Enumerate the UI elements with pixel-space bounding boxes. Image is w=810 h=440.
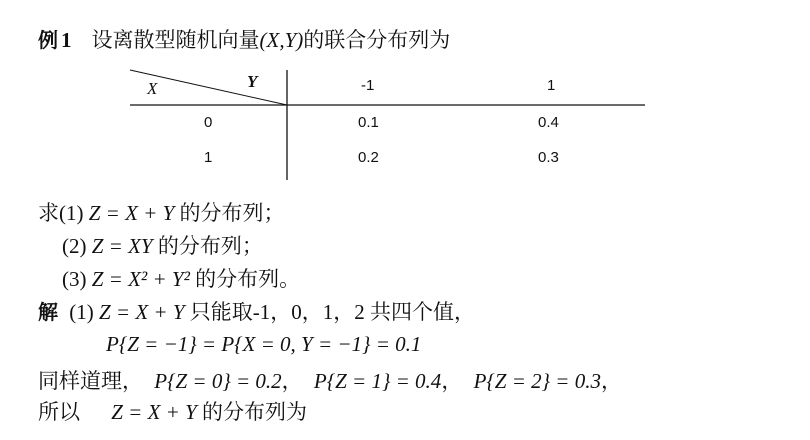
solution-line-3: 同样道理， P{Z = 0} = 0.2， P{Z = 1} = 0.4， P{Z = 2} = 0.3， xyxy=(38,369,622,393)
example-intro: 设离散型随机向量 xyxy=(91,28,260,52)
question-1-formula: Z = X + Y xyxy=(88,201,175,225)
question-1-text: 的分布列； xyxy=(179,201,285,225)
joint-distribution-table xyxy=(0,0,810,200)
row-label-1: 1 xyxy=(204,149,213,166)
question-2-label: (2) xyxy=(62,234,87,258)
example-tag: 例 xyxy=(38,28,58,52)
question-2-text: 的分布列； xyxy=(157,234,263,258)
table-corner-y: Y xyxy=(247,72,258,91)
question-2 xyxy=(62,233,263,259)
question-3-formula: Z = X² + Y² xyxy=(91,267,190,291)
solution-line-4 xyxy=(38,399,307,425)
col-header-neg1: -1 xyxy=(361,77,375,94)
table-lines xyxy=(0,0,810,200)
question-1 xyxy=(38,200,285,226)
question-2-formula: Z = XY xyxy=(91,234,153,258)
solution-line-3-p3: P{Z = 2} = 0.3 xyxy=(473,369,601,393)
solution-line-1 xyxy=(38,299,475,325)
cell-0-1: 0.4 xyxy=(538,114,559,131)
cell-0-0: 0.1 xyxy=(358,114,379,131)
solution-line-2-formula: P{Z = −1} = P{X = 0, Y = −1} = 0.1 xyxy=(106,332,422,356)
table-corner-x: X xyxy=(147,79,158,98)
example-suffix: 的联合分布列为 xyxy=(303,28,451,52)
solution-line-3-prefix: 同样道理， xyxy=(38,369,143,393)
cell-1-0: 0.2 xyxy=(358,149,379,166)
solution-line-4-formula: Z = X + Y xyxy=(111,400,197,424)
solution-line-3-p1: P{Z = 0} = 0.2 xyxy=(154,369,282,393)
solution-line-3-p2: P{Z = 1} = 0.4 xyxy=(313,369,442,393)
solution-line-1-text: 只能取-1，0，1，2 共四个值， xyxy=(189,300,476,324)
solution-line-1-label: (1) xyxy=(69,300,94,324)
solution-line-4-text: 的分布列为 xyxy=(202,400,308,424)
row-label-0: 0 xyxy=(204,114,213,131)
solution-line-2 xyxy=(106,331,421,357)
solution-line-1-formula: Z = X + Y xyxy=(99,300,185,324)
example-number: 1 xyxy=(61,28,72,52)
question-3-text: 的分布列。 xyxy=(195,267,301,291)
solution-line-4-prefix: 所以 xyxy=(38,400,80,424)
example-vector: (X,Y) xyxy=(259,28,304,52)
solution-tag: 解 xyxy=(38,300,58,324)
question-1-label: 求(1) xyxy=(38,201,84,225)
question-3-label: (3) xyxy=(62,267,87,291)
question-3 xyxy=(62,266,300,292)
col-header-1: 1 xyxy=(547,77,556,94)
cell-1-1: 0.3 xyxy=(538,149,559,166)
